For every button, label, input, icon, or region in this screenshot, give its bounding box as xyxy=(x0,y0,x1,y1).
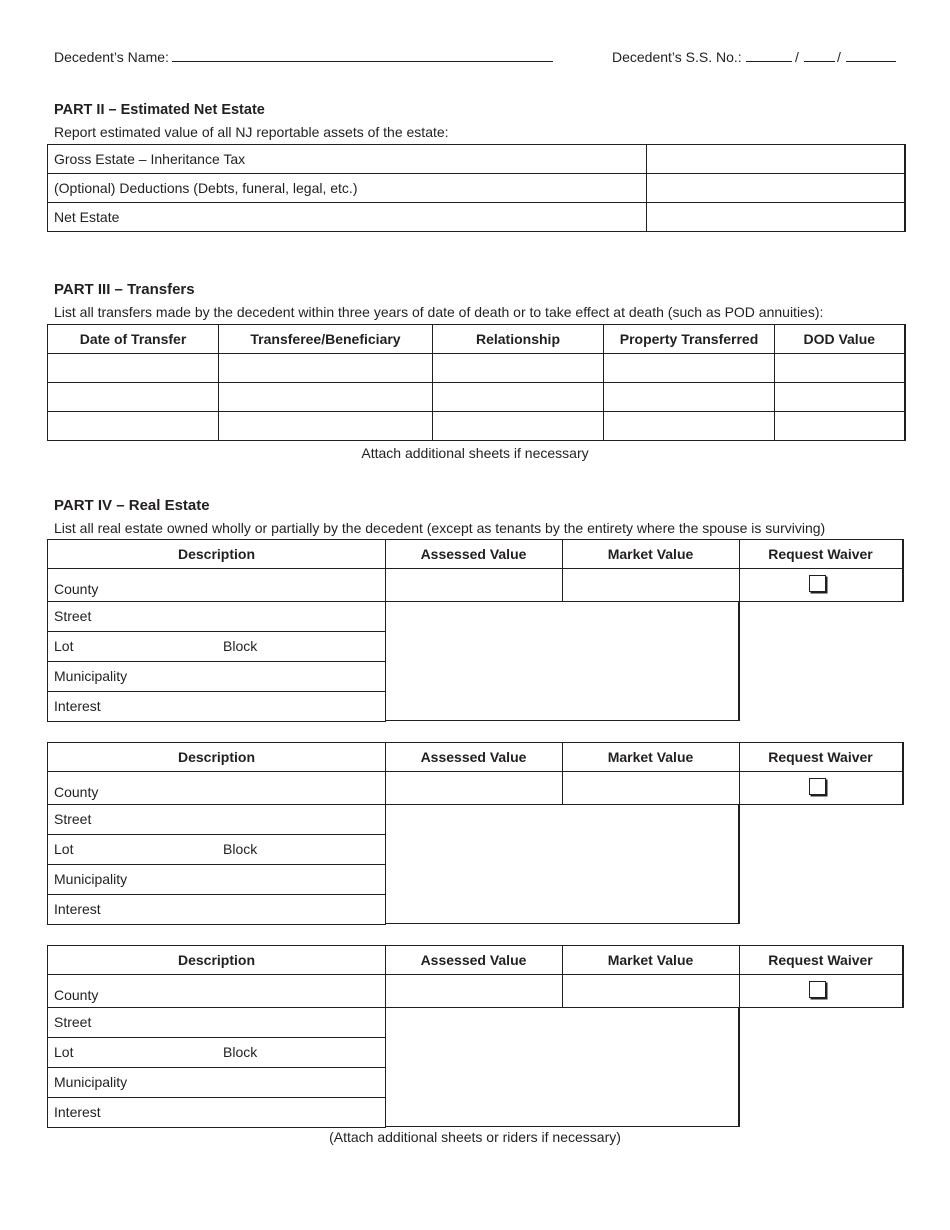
deductions-value[interactable] xyxy=(647,174,905,203)
real-estate-block xyxy=(47,945,904,1127)
municipality-label xyxy=(47,864,386,895)
part4-title: PART IV – Real Estate xyxy=(54,497,210,514)
real-estate-block xyxy=(47,539,904,721)
col-description xyxy=(47,539,386,569)
municipality-label xyxy=(47,661,386,692)
request-waiver-checkbox[interactable] xyxy=(809,778,826,795)
county-label-text: County xyxy=(54,987,99,1003)
transfers-table xyxy=(47,324,906,441)
county-label-text: County xyxy=(54,581,99,597)
part4-description: List all real estate owned wholly or partially by the decedent (except as tenants by the entirety where the spouse is surviving) xyxy=(54,520,826,536)
street-label xyxy=(47,1007,386,1038)
part3-description: List all transfers made by the decedent within three years of date of death or to take effect at death (such as POD annuities): xyxy=(54,304,824,320)
transfer-cell[interactable] xyxy=(604,354,775,383)
street-label-text: Street xyxy=(54,608,92,624)
municipality-label-text: Municipality xyxy=(54,1074,128,1090)
decedent-name-field[interactable] xyxy=(172,61,553,62)
market-value-field[interactable] xyxy=(562,974,740,1008)
request-waiver-cell xyxy=(739,974,904,1008)
col-request-waiver-text: Request Waiver xyxy=(768,749,873,765)
lot-label xyxy=(47,1037,386,1068)
property-value-area[interactable] xyxy=(385,804,740,924)
transfer-cell[interactable] xyxy=(604,412,775,441)
interest-label-text: Interest xyxy=(54,901,101,917)
street-label xyxy=(47,804,386,835)
transfer-cell[interactable] xyxy=(433,354,604,383)
transfer-cell[interactable] xyxy=(48,412,219,441)
block-label: Block xyxy=(223,841,258,857)
net-estate-label: Net Estate xyxy=(48,203,647,232)
request-waiver-cell xyxy=(739,568,904,602)
transfer-cell[interactable] xyxy=(604,383,775,412)
col-assessed-value xyxy=(385,945,563,975)
ssn-field-2[interactable] xyxy=(804,61,835,62)
col-request-waiver xyxy=(739,742,904,772)
part2-title: PART II – Estimated Net Estate xyxy=(54,102,265,118)
request-waiver-checkbox[interactable] xyxy=(809,575,826,592)
col-market-value-text: Market Value xyxy=(607,546,694,562)
lot-label-text: Lot xyxy=(54,638,74,654)
col-request-waiver-text: Request Waiver xyxy=(768,952,873,968)
part3-note: Attach additional sheets if necessary xyxy=(361,445,589,461)
interest-label xyxy=(47,1097,386,1128)
block-label: Block xyxy=(223,638,258,654)
table-header-row xyxy=(48,325,905,354)
col-description xyxy=(47,945,386,975)
col-date-of-transfer: Date of Transfer xyxy=(48,325,219,354)
col-market-value-text: Market Value xyxy=(607,952,694,968)
col-request-waiver-text: Request Waiver xyxy=(768,546,873,562)
assessed-value-field[interactable] xyxy=(385,974,563,1008)
col-transferee-beneficiary: Transferee/Beneficiary xyxy=(219,325,433,354)
transfer-cell[interactable] xyxy=(775,412,905,441)
deductions-label: (Optional) Deductions (Debts, funeral, legal, etc.) xyxy=(48,174,647,203)
col-market-value xyxy=(562,945,740,975)
col-market-value-text: Market Value xyxy=(607,749,694,765)
interest-label-text: Interest xyxy=(54,1104,101,1120)
col-assessed-value-text: Assessed Value xyxy=(420,546,527,562)
col-description-text: Description xyxy=(177,952,255,968)
col-assessed-value xyxy=(385,539,563,569)
gross-estate-value[interactable] xyxy=(647,145,905,174)
col-request-waiver xyxy=(739,539,904,569)
real-estate-block xyxy=(47,742,904,924)
assessed-value-field[interactable] xyxy=(385,771,563,805)
property-value-area[interactable] xyxy=(385,1007,740,1127)
interest-label xyxy=(47,894,386,925)
county-label xyxy=(47,974,386,1008)
lot-label-text: Lot xyxy=(54,1044,74,1060)
request-waiver-checkbox[interactable] xyxy=(809,981,826,998)
request-waiver-cell xyxy=(739,771,904,805)
transfer-cell[interactable] xyxy=(219,354,433,383)
col-description-text: Description xyxy=(177,749,255,765)
county-label xyxy=(47,771,386,805)
lot-label xyxy=(47,631,386,662)
col-market-value xyxy=(562,742,740,772)
col-market-value xyxy=(562,539,740,569)
gross-estate-label: Gross Estate – Inheritance Tax xyxy=(48,145,647,174)
table-row xyxy=(48,174,905,203)
municipality-label xyxy=(47,1067,386,1098)
municipality-label-text: Municipality xyxy=(54,871,128,887)
lot-label xyxy=(47,834,386,865)
decedent-name-label: Decedent’s Name: xyxy=(54,49,169,65)
estimated-net-estate-table xyxy=(47,144,906,232)
col-relationship: Relationship xyxy=(433,325,604,354)
property-value-area[interactable] xyxy=(385,601,740,721)
transfer-cell[interactable] xyxy=(219,412,433,441)
part2-description: Report estimated value of all NJ reportable assets of the estate: xyxy=(54,124,449,140)
table-row xyxy=(48,383,905,412)
transfer-cell[interactable] xyxy=(775,354,905,383)
transfer-cell[interactable] xyxy=(433,383,604,412)
street-label-text: Street xyxy=(54,1014,92,1030)
lot-label-text: Lot xyxy=(54,841,74,857)
part4-note: (Attach additional sheets or riders if necessary) xyxy=(329,1129,621,1145)
ssn-separator-1: / xyxy=(795,49,799,65)
transfer-cell[interactable] xyxy=(219,383,433,412)
transfer-cell[interactable] xyxy=(48,383,219,412)
table-row xyxy=(48,354,905,383)
col-description xyxy=(47,742,386,772)
part3-title: PART III – Transfers xyxy=(54,281,195,298)
county-label xyxy=(47,568,386,602)
col-assessed-value-text: Assessed Value xyxy=(420,749,527,765)
ssn-separator-2: / xyxy=(837,49,841,65)
interest-label xyxy=(47,691,386,722)
col-description-text: Description xyxy=(177,546,255,562)
street-label xyxy=(47,601,386,632)
col-request-waiver xyxy=(739,945,904,975)
block-label: Block xyxy=(223,1044,258,1060)
col-dod-value: DOD Value xyxy=(775,325,905,354)
table-row xyxy=(48,145,905,174)
assessed-value-field[interactable] xyxy=(385,568,563,602)
col-assessed-value-text: Assessed Value xyxy=(420,952,527,968)
col-property-transferred: Property Transferred xyxy=(604,325,775,354)
street-label-text: Street xyxy=(54,811,92,827)
municipality-label-text: Municipality xyxy=(54,668,128,684)
transfer-cell[interactable] xyxy=(775,383,905,412)
county-label-text: County xyxy=(54,784,99,800)
transfer-cell[interactable] xyxy=(433,412,604,441)
table-row xyxy=(48,412,905,441)
decedent-ssn-label: Decedent’s S.S. No.: xyxy=(612,49,742,65)
interest-label-text: Interest xyxy=(54,698,101,714)
market-value-field[interactable] xyxy=(562,568,740,602)
ssn-field-1[interactable] xyxy=(746,61,792,62)
market-value-field[interactable] xyxy=(562,771,740,805)
net-estate-value[interactable] xyxy=(647,203,905,232)
ssn-field-3[interactable] xyxy=(846,61,896,62)
table-row xyxy=(48,203,905,232)
col-assessed-value xyxy=(385,742,563,772)
transfer-cell[interactable] xyxy=(48,354,219,383)
